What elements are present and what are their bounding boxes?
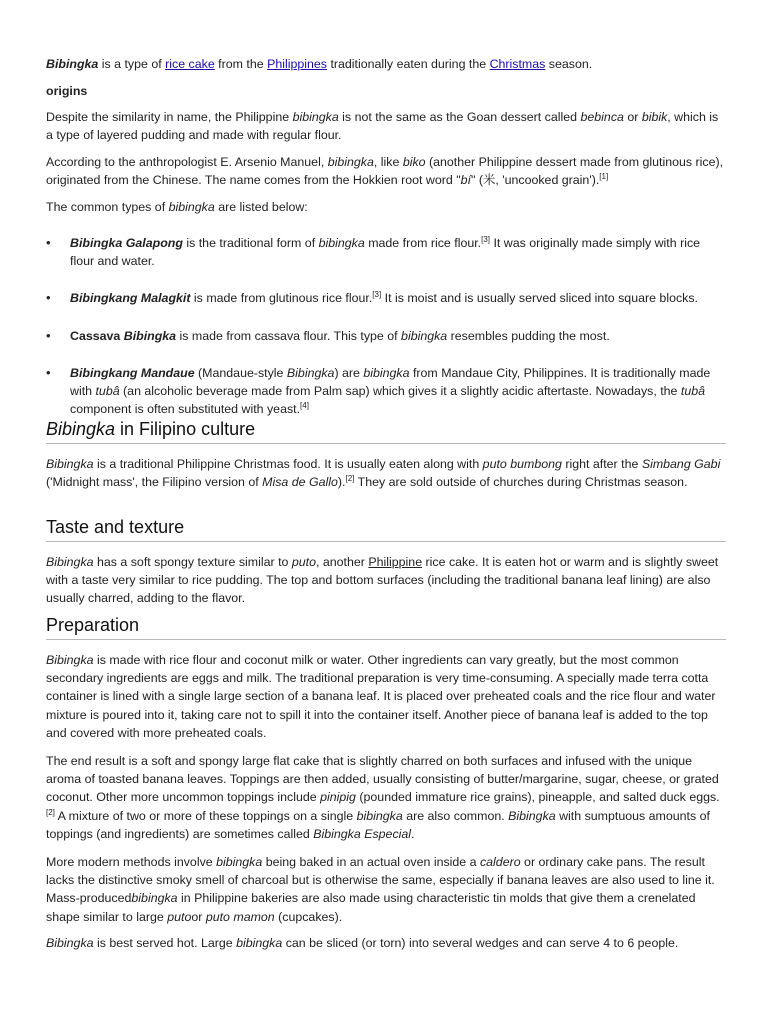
italic-run: bibingka [216,855,263,869]
citation-3[interactable]: [3] [481,234,491,244]
text-run: " (米, 'uncooked grain'). [470,173,600,188]
text-run: They are sold outside of churches during Christmas season. [354,475,688,490]
origins-paragraph-2 [46,153,726,189]
preparation-heading: Preparation [46,613,726,640]
intro-term: Bibingka [46,57,99,71]
citation-4[interactable]: [4] [300,401,309,411]
text-run: from Mandaue City, Philippines. It is traditionally made with [70,365,711,399]
heading-text: in Filipino culture [115,419,256,439]
italic-run: bibingka [131,891,178,906]
italic-run: tubâ [680,384,706,399]
text-run: (cupcakes). [274,909,343,924]
text-run: is a type of [98,57,166,71]
italic-run: Bibingka [46,653,94,667]
text-run: According to the anthropologist E. Arsenio Manuel, [46,155,328,169]
text-run: , like [373,155,403,169]
text-run: or [623,110,642,124]
text-run: is a traditional Philippine Christmas food. It is usually eaten along with [93,457,483,471]
text-run: can be sliced (or torn) into several wedges and can serve 4 to 6 people. [282,936,679,950]
text-run: season. [545,57,593,71]
italic-run: bibingka [168,200,215,214]
text-run: rice cake. It is eaten hot or warm and is slightly sweet with a taste very similar to rice pudding. The top and bottom surfaces (including the traditional banana leaf lining) are also usually charred, adding to the flavor. [46,555,719,606]
text-run: Despite the similarity in name, the Philippine [46,110,293,124]
text-run: More modern methods involve [46,855,217,869]
taste-paragraph [46,553,726,608]
text-run: being baked in an actual oven inside a [262,855,480,869]
italic-run: puto mamon [205,909,275,924]
preparation-paragraph-3 [46,853,726,926]
text-run: It is moist and is usually served sliced into square blocks. [381,291,698,306]
text-run: are listed below: [214,200,308,214]
text-run: component is often substituted with yeast. [70,402,301,417]
italic-run: bibingka [236,936,283,950]
text-run: A mixture of two or more of these toppings on a single [54,808,357,823]
italic-run: Bibingka Especial [313,826,412,841]
citation-1[interactable]: [1] [599,172,609,182]
origins-heading: origins [46,84,88,98]
italic-run: Misa de Gallo [262,475,338,490]
citation-3[interactable]: [3] [372,290,382,300]
origins-paragraph-1 [46,108,726,144]
text-run: is best served hot. Large [93,936,237,950]
culture-paragraph [46,455,726,491]
types-intro [46,198,726,216]
preparation-paragraph-2 [46,752,726,843]
italic-run: Bibingka [508,808,556,823]
types-list [46,227,726,418]
type-name: Bibingkang Mandaue [70,365,195,380]
text-run: , which is a type of layered pudding and made with regular flour. [46,110,719,143]
text-run: from the [214,57,268,71]
italic-run: bebinca [580,110,624,124]
text-run: are also common. [402,808,509,823]
italic-run: Bibingka [46,936,94,950]
text-run: ('Midnight mass', the Filipino version of [46,475,263,490]
citation-2[interactable]: [2] [46,807,55,817]
text-run: right after the [561,457,642,471]
text-run: (pounded immature rice grains), pineapple, and salted duck eggs. [355,790,720,805]
italic-run: bibingka [363,365,410,380]
text-run: made from rice flour. [364,236,482,250]
italic-run: puto bumbong [482,457,562,471]
type-name: Cassava [70,328,124,343]
list-item [46,364,726,419]
text-run: (another Philippine dessert made from glutinous rice), originated from the Chinese. The name comes from the Hokkien root word " [46,155,724,188]
text-run: is the traditional form of [182,236,319,250]
text-run: is made from glutinous rice flour. [190,291,373,306]
text-run: has a soft spongy texture similar to [93,555,292,569]
italic-run: Bibingka [286,365,335,380]
intro-paragraph [46,55,726,73]
text-run: or ordinary cake pans. The result lacks the distinctive smoky smell of charcoal but is otherwise the same, especially if banana leaves are also used to line it. Mass-produced [46,855,715,906]
text-run: in Philippine bakeries are also made using characteristic tin molds that give them a crenelated shape similar to large [46,891,696,924]
italic-run: bibingka [401,328,448,343]
list-item [46,234,726,270]
italic-run: bibingka [327,155,374,169]
culture-heading [46,417,726,444]
text-run: with sumptuous amounts of toppings (and ingredients) are sometimes called [46,808,710,841]
italic-run: bibingka [356,808,403,823]
text-run: traditionally eaten during the [327,57,490,71]
italic-run: bibik [641,110,668,124]
rice-cake-link[interactable]: rice cake [165,57,215,71]
italic-run: bibingka [292,110,339,124]
italic-run: Simbang Gabi [641,457,721,471]
italic-run: puto [291,555,316,569]
text-run: (an alcoholic beverage made from Palm sap) which gives it a slightly acidic aftertaste. Nowadays, the [119,384,681,399]
text-run: is not the same as the Goan dessert called [338,110,581,124]
italic-run: biko [402,155,426,169]
text-run: The common types of [46,200,169,214]
philippine-link[interactable]: Philippine [368,555,423,569]
italic-run: Bibingka [46,457,94,471]
taste-heading: Taste and texture [46,515,726,542]
list-item [46,327,726,345]
text-run: It was originally made simply with rice flour and water. [70,236,701,269]
text-run: or [191,909,206,924]
text-run: is made from cassava flour. This type of [176,328,402,343]
type-name-italic: Bibingka [123,328,177,343]
text-run: ) are [334,365,364,380]
heading-italic: Bibingka [46,419,116,439]
philippines-link[interactable]: Philippines [267,57,328,71]
text-run: resembles pudding the most. [447,328,610,343]
text-run: is made with rice flour and coconut milk or water. Other ingredients can vary greatly, but the most common secondary ingredients are eggs and milk. The traditional preparation is very time-consuming. A specially made terra cotta container is lined with a single large section of a banana leaf. It is placed over preheated coals and the rice flour and water mixture is poured into it, taking care not to spill it into the container itself. Another piece of banana leaf is added to the top and covered with more preheated coals. [46,653,716,740]
text-run: The end result is a soft and spongy large flat cake that is slightly charred on both surfaces and infused with the unique aroma of toasted banana leaves. Toppings are then added, usually consisting of butter/margarine, sugar, cheese, or grated coconut. Other more uncommon toppings include [46,754,719,805]
citation-2[interactable]: [2] [345,474,355,484]
type-name: Bibingkang Malagkit [70,291,191,306]
text-run: , another [316,555,369,569]
italic-run: pinipig [320,790,356,805]
text-run: (Mandaue-style [194,365,287,380]
preparation-paragraph-4 [46,934,726,952]
list-item [46,289,726,307]
italic-run: bí [460,173,471,188]
italic-run: Bibingka [46,555,94,569]
italic-run: caldero [479,855,521,869]
type-name: Bibingka Galapong [70,236,183,250]
preparation-paragraph-1 [46,651,726,742]
italic-run: puto [167,909,192,924]
italic-run: bibingka [318,236,365,250]
italic-run: tubâ [95,384,120,399]
christmas-link[interactable]: Christmas [489,57,546,71]
text-run: . [411,826,415,841]
text-run: ). [337,475,346,490]
